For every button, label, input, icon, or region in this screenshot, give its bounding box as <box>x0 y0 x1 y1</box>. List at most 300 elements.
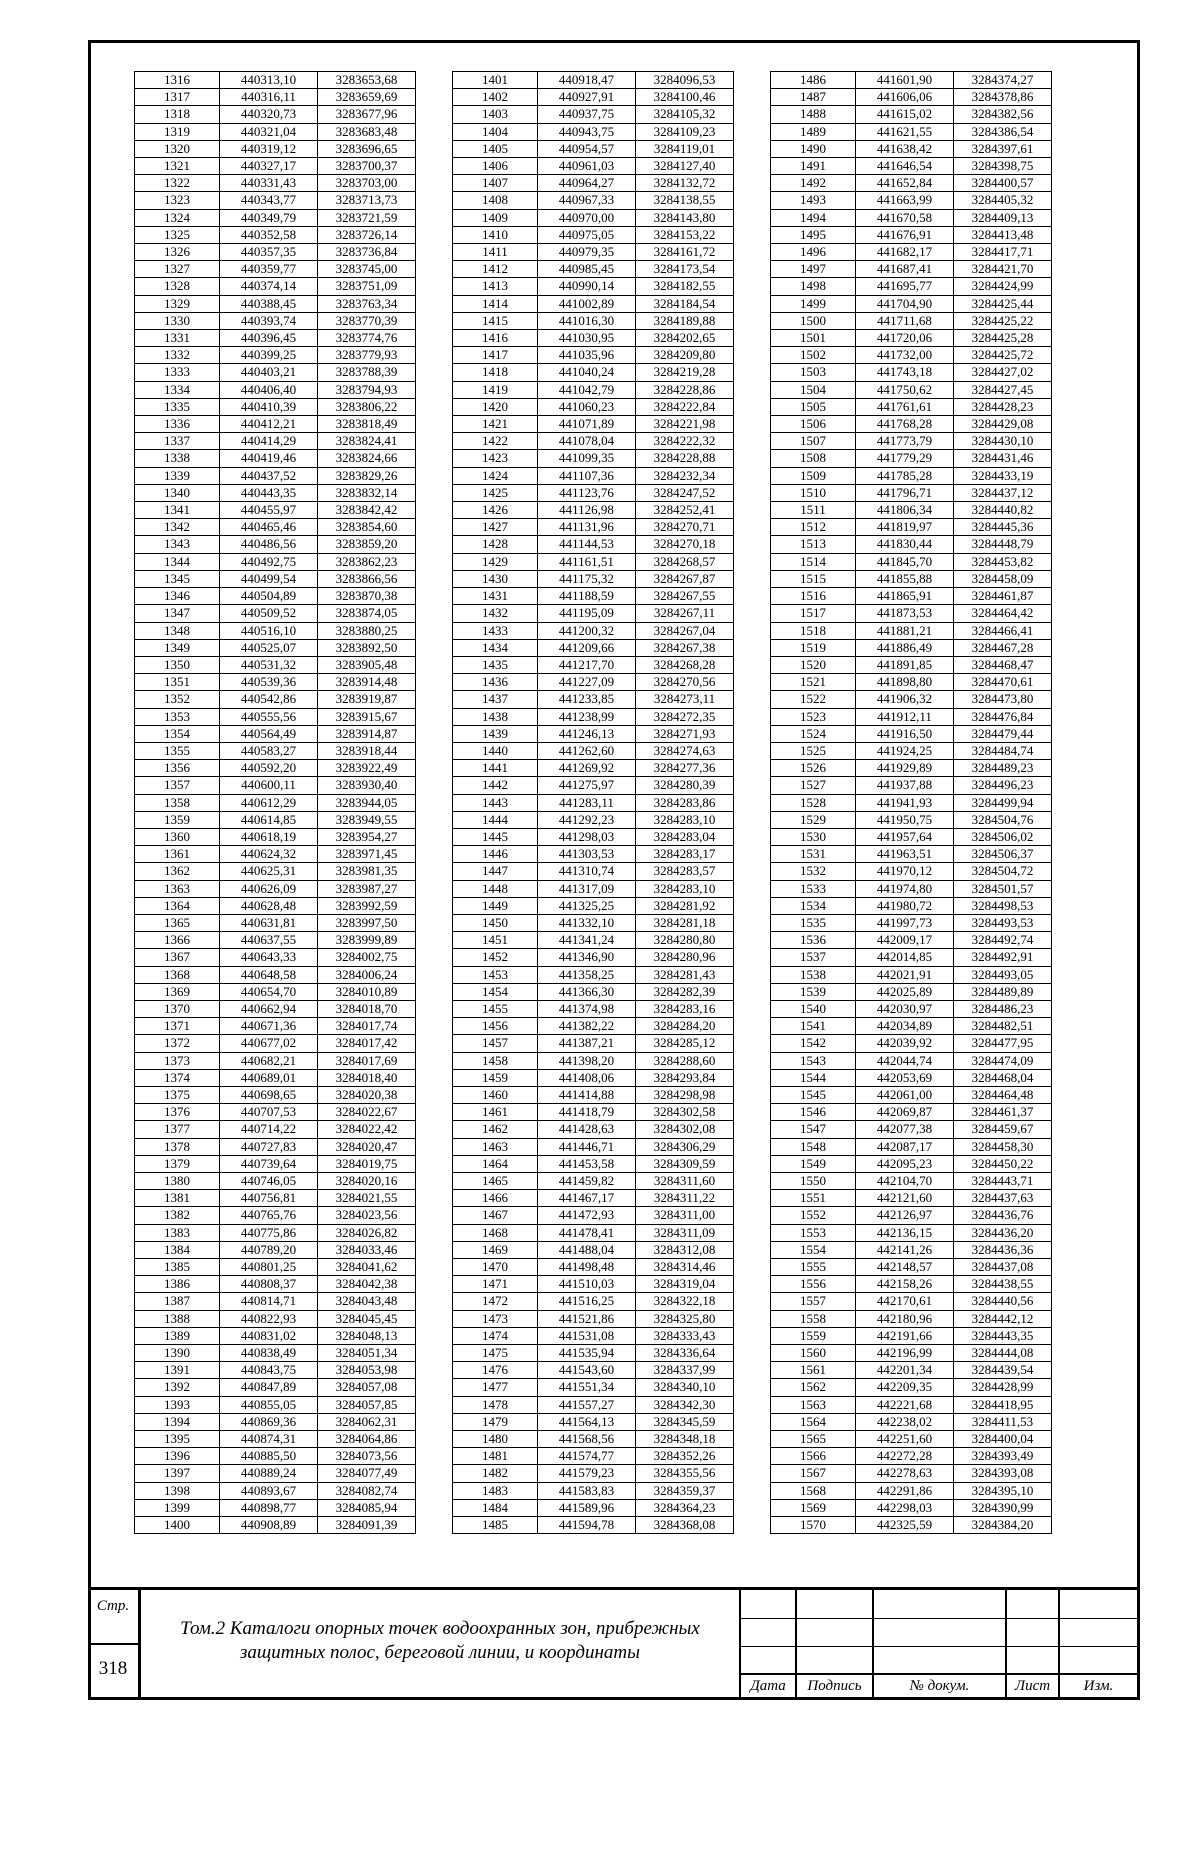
y-coordinate-cell: 3284453,82 <box>954 553 1052 570</box>
y-coordinate-cell: 3284390,99 <box>954 1499 1052 1516</box>
table-row <box>453 158 734 175</box>
y-coordinate-cell: 3284489,89 <box>954 983 1052 1000</box>
x-coordinate-cell: 441957,64 <box>856 828 954 845</box>
y-coordinate-cell: 3284333,43 <box>636 1327 734 1344</box>
y-coordinate-cell: 3284043,48 <box>318 1293 416 1310</box>
y-coordinate-cell: 3284355,56 <box>636 1465 734 1482</box>
x-coordinate-cell: 440396,45 <box>220 330 318 347</box>
table-row <box>771 1379 1052 1396</box>
x-coordinate-cell: 441262,60 <box>538 742 636 759</box>
table-row <box>135 416 416 433</box>
table-row <box>453 1018 734 1035</box>
table-row <box>453 777 734 794</box>
x-coordinate-cell: 440455,97 <box>220 502 318 519</box>
x-coordinate-cell: 441873,53 <box>856 605 954 622</box>
point-number-cell: 1533 <box>771 880 856 897</box>
table-row <box>135 1104 416 1121</box>
x-coordinate-cell: 441418,79 <box>538 1104 636 1121</box>
x-coordinate-cell: 440504,89 <box>220 588 318 605</box>
table-row <box>453 519 734 536</box>
point-number-cell: 1559 <box>771 1327 856 1344</box>
table-row <box>453 1448 734 1465</box>
y-coordinate-cell: 3284400,04 <box>954 1431 1052 1448</box>
point-number-cell: 1391 <box>135 1362 220 1379</box>
point-number-cell: 1481 <box>453 1448 538 1465</box>
table-row <box>135 295 416 312</box>
point-number-cell: 1471 <box>453 1276 538 1293</box>
x-coordinate-cell: 442077,38 <box>856 1121 954 1138</box>
table-row <box>135 123 416 140</box>
y-coordinate-cell: 3283700,37 <box>318 158 416 175</box>
y-coordinate-cell: 3283824,66 <box>318 450 416 467</box>
x-coordinate-cell: 441720,06 <box>856 330 954 347</box>
y-coordinate-cell: 3284252,41 <box>636 502 734 519</box>
table-row <box>453 828 734 845</box>
point-number-cell: 1386 <box>135 1276 220 1293</box>
table-row <box>453 72 734 89</box>
y-coordinate-cell: 3284222,32 <box>636 433 734 450</box>
table-row <box>135 1276 416 1293</box>
point-number-cell: 1404 <box>453 123 538 140</box>
x-coordinate-cell: 441551,34 <box>538 1379 636 1396</box>
x-coordinate-cell: 440618,19 <box>220 828 318 845</box>
table-row <box>135 863 416 880</box>
y-coordinate-cell: 3284302,58 <box>636 1104 734 1121</box>
table-row <box>771 760 1052 777</box>
x-coordinate-cell: 441387,21 <box>538 1035 636 1052</box>
point-number-cell: 1477 <box>453 1379 538 1396</box>
table-row <box>453 622 734 639</box>
y-coordinate-cell: 3284082,74 <box>318 1482 416 1499</box>
table-row <box>771 656 1052 673</box>
x-coordinate-cell: 441531,08 <box>538 1327 636 1344</box>
table-row <box>771 158 1052 175</box>
x-coordinate-cell: 441341,24 <box>538 932 636 949</box>
x-coordinate-cell: 440990,14 <box>538 278 636 295</box>
y-coordinate-cell: 3283930,40 <box>318 777 416 794</box>
x-coordinate-cell: 442034,89 <box>856 1018 954 1035</box>
x-coordinate-cell: 441601,90 <box>856 72 954 89</box>
table-row <box>453 932 734 949</box>
point-number-cell: 1324 <box>135 209 220 226</box>
point-number-cell: 1452 <box>453 949 538 966</box>
y-coordinate-cell: 3284438,55 <box>954 1276 1052 1293</box>
y-coordinate-cell: 3284267,87 <box>636 570 734 587</box>
x-coordinate-cell: 441997,73 <box>856 914 954 931</box>
table-row <box>453 846 734 863</box>
x-coordinate-cell: 442325,59 <box>856 1517 954 1534</box>
table-row <box>453 330 734 347</box>
table-row <box>135 312 416 329</box>
table-row <box>771 863 1052 880</box>
table-row <box>135 760 416 777</box>
y-coordinate-cell: 3283914,48 <box>318 674 416 691</box>
y-coordinate-cell: 3284280,96 <box>636 949 734 966</box>
x-coordinate-cell: 440419,46 <box>220 450 318 467</box>
point-number-cell: 1419 <box>453 381 538 398</box>
table-row <box>771 725 1052 742</box>
x-coordinate-cell: 442069,87 <box>856 1104 954 1121</box>
x-coordinate-cell: 441516,25 <box>538 1293 636 1310</box>
table-row <box>135 588 416 605</box>
table-row <box>135 725 416 742</box>
table-row <box>771 244 1052 261</box>
x-coordinate-cell: 440313,10 <box>220 72 318 89</box>
table-row <box>771 605 1052 622</box>
point-number-cell: 1556 <box>771 1276 856 1293</box>
point-number-cell: 1364 <box>135 897 220 914</box>
y-coordinate-cell: 3284283,10 <box>636 880 734 897</box>
y-coordinate-cell: 3284283,04 <box>636 828 734 845</box>
x-coordinate-cell: 441670,58 <box>856 209 954 226</box>
y-coordinate-cell: 3284127,40 <box>636 158 734 175</box>
point-number-cell: 1527 <box>771 777 856 794</box>
point-number-cell: 1456 <box>453 1018 538 1035</box>
table-row <box>453 1293 734 1310</box>
x-coordinate-cell: 441131,96 <box>538 519 636 536</box>
table-row <box>453 1207 734 1224</box>
document-title-line-1: Том.2 Каталоги опорных точек водоохранных зон, прибрежных <box>180 1618 700 1639</box>
table-row <box>135 330 416 347</box>
x-coordinate-cell: 441478,41 <box>538 1224 636 1241</box>
table-row <box>135 932 416 949</box>
point-number-cell: 1389 <box>135 1327 220 1344</box>
y-coordinate-cell: 3284459,67 <box>954 1121 1052 1138</box>
point-number-cell: 1368 <box>135 966 220 983</box>
x-coordinate-cell: 441950,75 <box>856 811 954 828</box>
y-coordinate-cell: 3283918,44 <box>318 742 416 759</box>
table-row <box>135 1086 416 1103</box>
table-row <box>135 742 416 759</box>
table-row <box>453 433 734 450</box>
table-row <box>453 725 734 742</box>
x-coordinate-cell: 441175,32 <box>538 570 636 587</box>
y-coordinate-cell: 3284221,98 <box>636 416 734 433</box>
y-coordinate-cell: 3284405,32 <box>954 192 1052 209</box>
y-coordinate-cell: 3284153,22 <box>636 226 734 243</box>
table-row <box>453 983 734 1000</box>
y-coordinate-cell: 3284461,87 <box>954 588 1052 605</box>
x-coordinate-cell: 441564,13 <box>538 1413 636 1430</box>
y-coordinate-cell: 3284461,37 <box>954 1104 1052 1121</box>
title-block <box>88 1587 1140 1700</box>
x-coordinate-cell: 441652,84 <box>856 175 954 192</box>
y-coordinate-cell: 3284437,08 <box>954 1259 1052 1276</box>
table-row <box>135 1018 416 1035</box>
x-coordinate-cell: 440975,05 <box>538 226 636 243</box>
y-coordinate-cell: 3284057,85 <box>318 1396 416 1413</box>
x-coordinate-cell: 441233,85 <box>538 691 636 708</box>
y-coordinate-cell: 3284425,72 <box>954 347 1052 364</box>
point-number-cell: 1438 <box>453 708 538 725</box>
point-number-cell: 1415 <box>453 312 538 329</box>
x-coordinate-cell: 441042,79 <box>538 381 636 398</box>
y-coordinate-cell: 3284057,08 <box>318 1379 416 1396</box>
x-coordinate-cell: 441446,71 <box>538 1138 636 1155</box>
point-number-cell: 1492 <box>771 175 856 192</box>
y-coordinate-cell: 3283922,49 <box>318 760 416 777</box>
x-coordinate-cell: 440316,11 <box>220 89 318 106</box>
y-coordinate-cell: 3284433,19 <box>954 467 1052 484</box>
x-coordinate-cell: 442196,99 <box>856 1345 954 1362</box>
table-row <box>771 1276 1052 1293</box>
x-coordinate-cell: 440319,12 <box>220 140 318 157</box>
y-coordinate-cell: 3283788,39 <box>318 364 416 381</box>
x-coordinate-cell: 441638,42 <box>856 140 954 157</box>
x-coordinate-cell: 441676,91 <box>856 226 954 243</box>
point-number-cell: 1466 <box>453 1190 538 1207</box>
point-number-cell: 1339 <box>135 467 220 484</box>
y-coordinate-cell: 3283870,38 <box>318 588 416 605</box>
point-number-cell: 1521 <box>771 674 856 691</box>
table-row <box>771 1482 1052 1499</box>
y-coordinate-cell: 3284444,08 <box>954 1345 1052 1362</box>
point-number-cell: 1502 <box>771 347 856 364</box>
point-number-cell: 1523 <box>771 708 856 725</box>
point-number-cell: 1321 <box>135 158 220 175</box>
point-number-cell: 1336 <box>135 416 220 433</box>
point-number-cell: 1473 <box>453 1310 538 1327</box>
y-coordinate-cell: 3284340,10 <box>636 1379 734 1396</box>
x-coordinate-cell: 440564,49 <box>220 725 318 742</box>
y-coordinate-cell: 3284132,72 <box>636 175 734 192</box>
point-number-cell: 1322 <box>135 175 220 192</box>
point-number-cell: 1392 <box>135 1379 220 1396</box>
point-number-cell: 1483 <box>453 1482 538 1499</box>
point-number-cell: 1403 <box>453 106 538 123</box>
table-row <box>453 863 734 880</box>
table-row <box>771 519 1052 536</box>
y-coordinate-cell: 3284411,53 <box>954 1413 1052 1430</box>
table-row <box>453 708 734 725</box>
table-row <box>135 622 416 639</box>
table-row <box>135 1207 416 1224</box>
table-row <box>771 1310 1052 1327</box>
point-number-cell: 1396 <box>135 1448 220 1465</box>
x-coordinate-cell: 441408,06 <box>538 1069 636 1086</box>
point-number-cell: 1538 <box>771 966 856 983</box>
y-coordinate-cell: 3284484,74 <box>954 742 1052 759</box>
point-number-cell: 1555 <box>771 1259 856 1276</box>
table-row <box>135 674 416 691</box>
table-row <box>453 691 734 708</box>
point-number-cell: 1511 <box>771 502 856 519</box>
x-coordinate-cell: 442158,26 <box>856 1276 954 1293</box>
point-number-cell: 1329 <box>135 295 220 312</box>
point-number-cell: 1334 <box>135 381 220 398</box>
table-row <box>771 622 1052 639</box>
table-row <box>135 244 416 261</box>
y-coordinate-cell: 3284504,76 <box>954 811 1052 828</box>
x-coordinate-cell: 442180,96 <box>856 1310 954 1327</box>
table-row <box>771 209 1052 226</box>
x-coordinate-cell: 440583,27 <box>220 742 318 759</box>
point-number-cell: 1490 <box>771 140 856 157</box>
x-coordinate-cell: 442030,97 <box>856 1000 954 1017</box>
table-row <box>135 1310 416 1327</box>
x-coordinate-cell: 441269,92 <box>538 760 636 777</box>
y-coordinate-cell: 3284489,23 <box>954 760 1052 777</box>
y-coordinate-cell: 3284378,86 <box>954 89 1052 106</box>
y-coordinate-cell: 3283713,73 <box>318 192 416 209</box>
point-number-cell: 1378 <box>135 1138 220 1155</box>
point-number-cell: 1317 <box>135 89 220 106</box>
table-row <box>771 330 1052 347</box>
stamp-line <box>739 1618 1137 1619</box>
point-number-cell: 1366 <box>135 932 220 949</box>
x-coordinate-cell: 441325,25 <box>538 897 636 914</box>
table-row <box>135 278 416 295</box>
point-number-cell: 1478 <box>453 1396 538 1413</box>
y-coordinate-cell: 3284395,10 <box>954 1482 1052 1499</box>
table-row <box>771 536 1052 553</box>
point-number-cell: 1518 <box>771 622 856 639</box>
table-row <box>453 1310 734 1327</box>
y-coordinate-cell: 3284268,57 <box>636 553 734 570</box>
table-row <box>453 398 734 415</box>
x-coordinate-cell: 442039,92 <box>856 1035 954 1052</box>
table-row <box>135 1190 416 1207</box>
point-number-cell: 1326 <box>135 244 220 261</box>
y-coordinate-cell: 3284018,70 <box>318 1000 416 1017</box>
table-row <box>771 347 1052 364</box>
x-coordinate-cell: 440320,73 <box>220 106 318 123</box>
point-number-cell: 1406 <box>453 158 538 175</box>
x-coordinate-cell: 440403,21 <box>220 364 318 381</box>
y-coordinate-cell: 3284051,34 <box>318 1345 416 1362</box>
y-coordinate-cell: 3283824,41 <box>318 433 416 450</box>
x-coordinate-cell: 440349,79 <box>220 209 318 226</box>
y-coordinate-cell: 3284283,86 <box>636 794 734 811</box>
table-row <box>771 312 1052 329</box>
x-coordinate-cell: 440874,31 <box>220 1431 318 1448</box>
table-row <box>771 398 1052 415</box>
x-coordinate-cell: 440492,75 <box>220 553 318 570</box>
y-coordinate-cell: 3284045,45 <box>318 1310 416 1327</box>
x-coordinate-cell: 440847,89 <box>220 1379 318 1396</box>
x-coordinate-cell: 441912,11 <box>856 708 954 725</box>
x-coordinate-cell: 442291,86 <box>856 1482 954 1499</box>
y-coordinate-cell: 3284073,56 <box>318 1448 416 1465</box>
table-row <box>135 1259 416 1276</box>
y-coordinate-cell: 3284281,43 <box>636 966 734 983</box>
point-number-cell: 1487 <box>771 89 856 106</box>
x-coordinate-cell: 441574,77 <box>538 1448 636 1465</box>
table-row <box>135 175 416 192</box>
point-number-cell: 1412 <box>453 261 538 278</box>
table-row <box>453 347 734 364</box>
point-number-cell: 1353 <box>135 708 220 725</box>
point-number-cell: 1549 <box>771 1155 856 1172</box>
x-coordinate-cell: 441937,88 <box>856 777 954 794</box>
table-row <box>135 1517 416 1534</box>
point-number-cell: 1553 <box>771 1224 856 1241</box>
point-number-cell: 1509 <box>771 467 856 484</box>
x-coordinate-cell: 441195,09 <box>538 605 636 622</box>
point-number-cell: 1400 <box>135 1517 220 1534</box>
point-number-cell: 1498 <box>771 278 856 295</box>
table-row <box>453 880 734 897</box>
point-number-cell: 1514 <box>771 553 856 570</box>
x-coordinate-cell: 441568,56 <box>538 1431 636 1448</box>
point-number-cell: 1519 <box>771 639 856 656</box>
point-number-cell: 1526 <box>771 760 856 777</box>
table-row <box>453 639 734 656</box>
y-coordinate-cell: 3284479,44 <box>954 725 1052 742</box>
table-row <box>135 794 416 811</box>
table-row <box>771 1396 1052 1413</box>
point-number-cell: 1531 <box>771 846 856 863</box>
table-row <box>771 1000 1052 1017</box>
point-number-cell: 1488 <box>771 106 856 123</box>
y-coordinate-cell: 3283829,26 <box>318 467 416 484</box>
page-label: Стр. <box>96 1598 130 1614</box>
point-number-cell: 1515 <box>771 570 856 587</box>
date-label: Дата <box>750 1678 786 1694</box>
x-coordinate-cell: 440967,33 <box>538 192 636 209</box>
x-coordinate-cell: 442053,69 <box>856 1069 954 1086</box>
point-number-cell: 1554 <box>771 1241 856 1258</box>
table-row <box>771 708 1052 725</box>
table-row <box>771 588 1052 605</box>
table-row <box>135 1327 416 1344</box>
point-number-cell: 1545 <box>771 1086 856 1103</box>
point-number-cell: 1486 <box>771 72 856 89</box>
x-coordinate-cell: 440698,65 <box>220 1086 318 1103</box>
point-number-cell: 1328 <box>135 278 220 295</box>
point-number-cell: 1347 <box>135 605 220 622</box>
point-number-cell: 1501 <box>771 330 856 347</box>
x-coordinate-cell: 442251,60 <box>856 1431 954 1448</box>
point-number-cell: 1343 <box>135 536 220 553</box>
table-row <box>771 1190 1052 1207</box>
x-coordinate-cell: 442025,89 <box>856 983 954 1000</box>
point-number-cell: 1413 <box>453 278 538 295</box>
table-row <box>771 1052 1052 1069</box>
table-row <box>135 1035 416 1052</box>
x-coordinate-cell: 442009,17 <box>856 932 954 949</box>
point-number-cell: 1552 <box>771 1207 856 1224</box>
point-number-cell: 1376 <box>135 1104 220 1121</box>
x-coordinate-cell: 440775,86 <box>220 1224 318 1241</box>
point-number-cell: 1435 <box>453 656 538 673</box>
x-coordinate-cell: 441750,62 <box>856 381 954 398</box>
table-row <box>771 1069 1052 1086</box>
y-coordinate-cell: 3284306,29 <box>636 1138 734 1155</box>
point-number-cell: 1467 <box>453 1207 538 1224</box>
table-row <box>453 416 734 433</box>
table-row <box>771 89 1052 106</box>
x-coordinate-cell: 440918,47 <box>538 72 636 89</box>
point-number-cell: 1375 <box>135 1086 220 1103</box>
table-row <box>771 1499 1052 1516</box>
x-coordinate-cell: 441002,89 <box>538 295 636 312</box>
table-row <box>453 192 734 209</box>
x-coordinate-cell: 442044,74 <box>856 1052 954 1069</box>
point-number-cell: 1437 <box>453 691 538 708</box>
table-row <box>453 502 734 519</box>
y-coordinate-cell: 3284499,94 <box>954 794 1052 811</box>
x-coordinate-cell: 440359,77 <box>220 261 318 278</box>
point-number-cell: 1384 <box>135 1241 220 1258</box>
point-number-cell: 1453 <box>453 966 538 983</box>
x-coordinate-cell: 440714,22 <box>220 1121 318 1138</box>
y-coordinate-cell: 3284182,55 <box>636 278 734 295</box>
y-coordinate-cell: 3283859,20 <box>318 536 416 553</box>
table-row <box>135 450 416 467</box>
x-coordinate-cell: 441078,04 <box>538 433 636 450</box>
table-row <box>135 536 416 553</box>
